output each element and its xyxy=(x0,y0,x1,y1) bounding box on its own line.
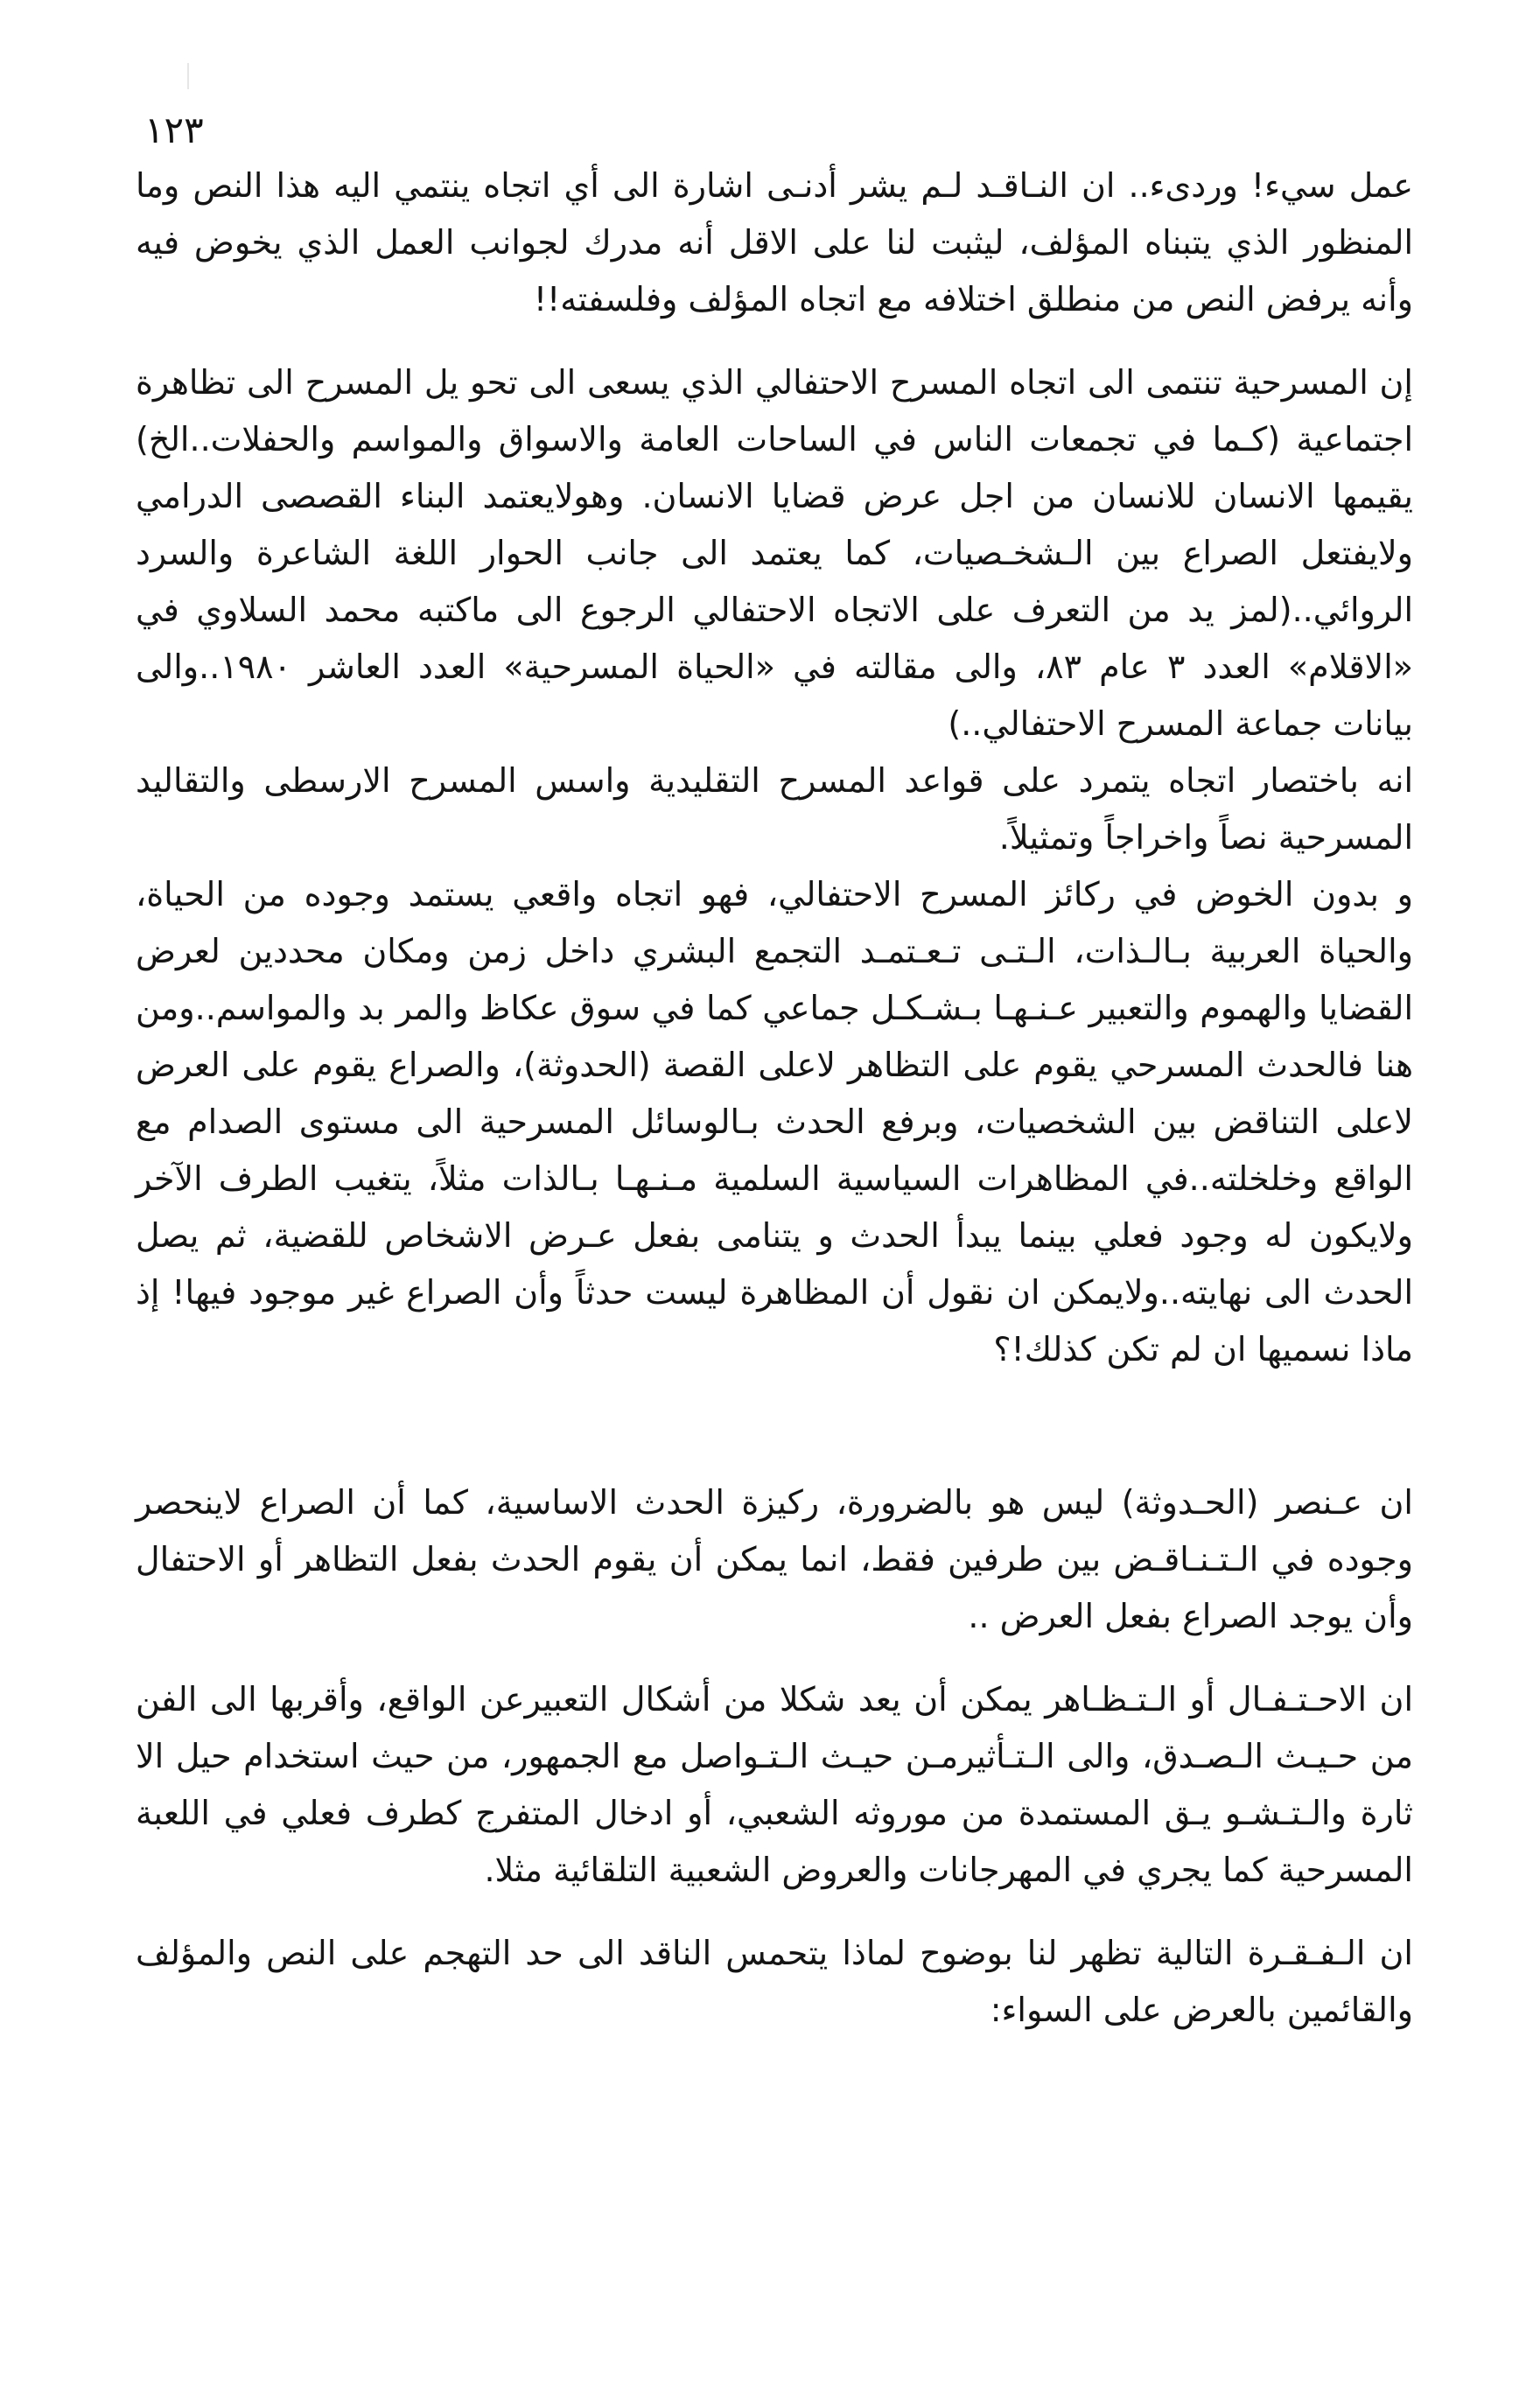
margin-mark xyxy=(187,63,189,89)
paragraph-ceremonial-theatre: إن المسرحية تنتمى الى اتجاه المسرح الاحتفالي الذي يسعى الى تحو يل المسرح الى تظاهرة اجتماعية (كـما في تجمعات الناس في الساحات العامة والاسواق والمواسم والحفلات..الخ) يقيمها الانسان للانسان من اجل عرض قضايا الانسان. وهولايعتمد البناء القصصى الدرامي ولايفتعل الصراع بين الـشخـصيات، كما يعتمد الى جانب الحوار اللغة الشاعرة والسرد الروائي..(لمز يد من التعرف على الاتجاه الاحتفالي الرجوع الى ماكتبه محمد السلاوي في «الاقلام» العدد ٣ عام ٨٣، والى مقالته في «الحياة المسرحية» العدد العاشر ١٩٨٠..والى بيانات جماعة المسرح الاحتفالي..) xyxy=(136,363,1414,743)
paragraph-rebellion-summary: انه باختصار اتجاه يتمرد على قواعد المسرح التقليدية واسس المسرح الارسطى والتقاليد المسرحية نصاً واخراجاً وتمثيلاً. xyxy=(136,761,1413,857)
paragraph-next-section-intro: ان الـفـقـرة التالية تظهر لنا بوضوح لماذا يتحمس الناقد الى حد التهجم على النص والمؤلف والقائمين بالعرض على السواء: xyxy=(136,1934,1413,2029)
paragraph-critic-reply: عمل سيء! وردىء.. ان النـاقـد لـم يشر أدنـى اشارة الى أي اتجاه ينتمي اليه هذا النص وما المنظور الذي يتبناه المؤلف، ليثبت لنا على الاقل أنه مدرك لجوانب العمل الذي يخوض فيه وأنه يرفض النص من منطلق اختلافه مع اتجاه المؤلف وفلسفته!! xyxy=(136,166,1413,318)
page-number: ١٢٣ xyxy=(144,108,204,151)
body-text xyxy=(136,158,1413,2039)
paragraph-realism-gathering: و بدون الخوض في ركائز المسرح الاحتفالي، فهو اتجاه واقعي يستمد وجوده من الحياة، والحياة العربية بـالـذات، الـتـى تـعـتمـد التجمع البشري داخل زمن ومكان محددين لعرض القضايا والهموم والتعبير عـنـهـا بـشـكـل جماعي كما في سوق عكاظ والمر بد والمواسم..ومن هنا فالحدث المسرحي يقوم على التظاهر لاعلى القصة (الحدوثة)، والصراع يقوم على العرض لاعلى التناقض بين الشخصيات، وبرفع الحدث بـالوسائل المسرحية الى مستوى الصدام مع الواقع وخلخلته..في المظاهرات السياسية السلمية مـنـهـا بـالذات مثلاً، يتغيب الطرف الآخر ولايكون له وجود فعلي بينما يبدأ الحدث و يتنامى بفعل عـرض الاشخاص للقضية، ثم يصل الحدث الى نهايته..ولايمكن ان نقول أن المظاهرة ليست حدثاً وأن الصراع غير موجود فيها! إذ ماذا نسميها ان لم تكن كذلك!؟ xyxy=(136,875,1413,1368)
paragraph-story-element: ان عـنصر (الحـدوثة) ليس هو بالضرورة، ركيزة الحدث الاساسية، كما أن الصراع لاينحصر وجوده في الـتـنـاقـض بين طرفين فقط، انما يمكن أن يقوم الحدث بفعل التظاهر أو الاحتفال وأن يوجد الصراع بفعل العرض .. xyxy=(136,1483,1413,1635)
paragraph-celebration-expression: ان الاحـتـفـال أو الـتـظـاهر يمكن أن يعد شكلا من أشكال التعبيرعن الواقع، وأقربها الى الفن من حـيـث الـصـدق، والى الـتـأثيرمـن حيـث الـتـواصل مع الجمهور، من حيث استخدام حيل الا ثارة والـتـشـو يـق المستمدة من موروثه الشعبي، أو ادخال المتفرج كطرف فعلي في اللعبة المسرحية كما يجري في المهرجانات والعروض الشعبية التلقائية مثلا. xyxy=(136,1680,1413,1889)
